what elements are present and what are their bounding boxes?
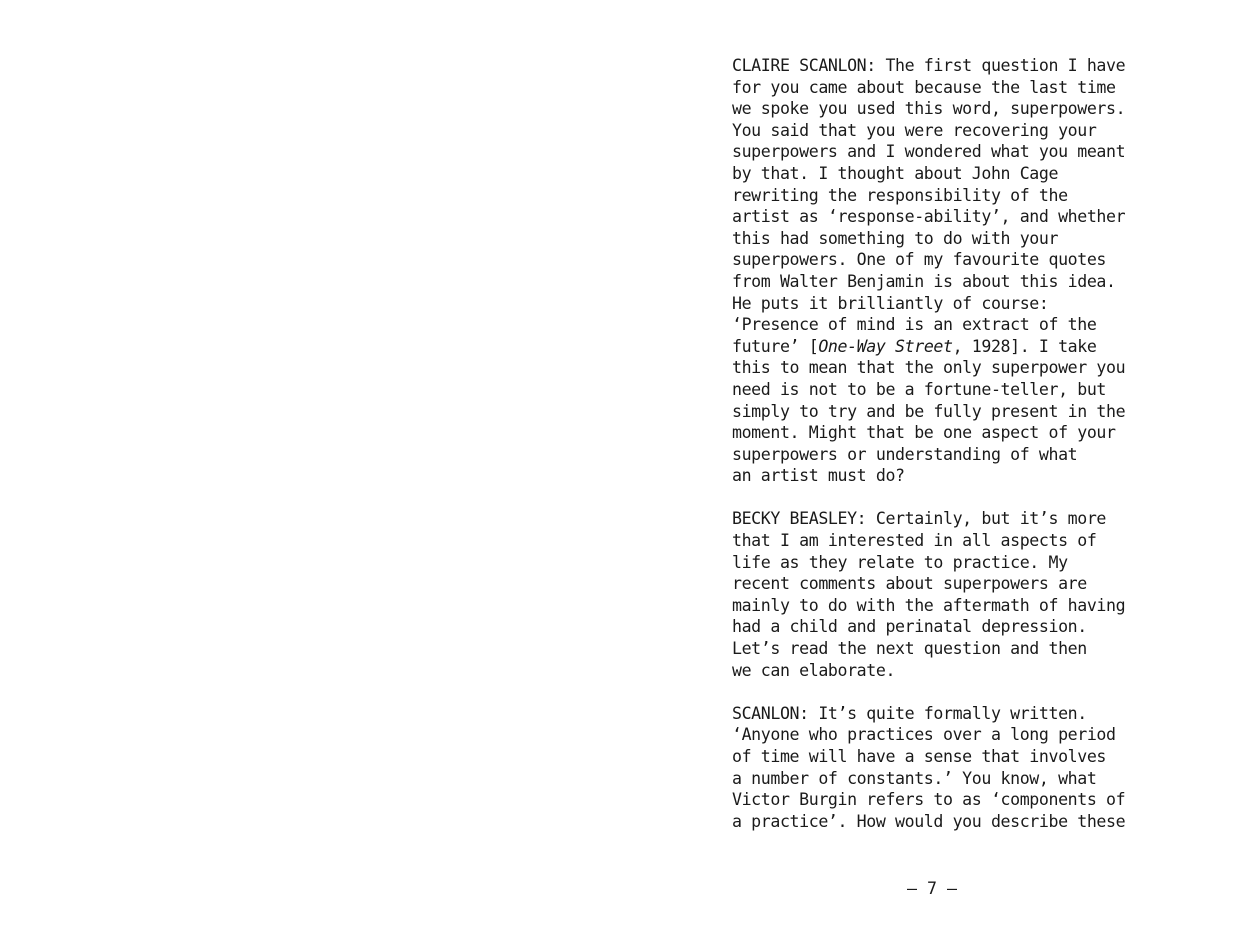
text-line: ‘Anyone who practices over a long period xyxy=(732,725,1116,745)
text-line: rewriting the responsibility of the xyxy=(732,185,1068,205)
text-line: we spoke you used this word, superpowers. xyxy=(732,99,1126,119)
text-line: simply to try and be fully present in the xyxy=(732,401,1126,421)
text-line: for you came about because the last time xyxy=(732,77,1116,97)
paragraph-gap xyxy=(732,681,1172,703)
text-line: You said that you were recovering your xyxy=(732,120,1097,140)
text-line: mainly to do with the aftermath of having xyxy=(732,595,1126,615)
page-number: — 7 — xyxy=(907,879,957,898)
text-line: Victor Burgin refers to as ‘components of xyxy=(732,790,1126,810)
interview-text xyxy=(732,55,1172,832)
text-line: Let’s read the next question and then xyxy=(732,639,1087,659)
text-line: BECKY BEASLEY: Certainly, but it’s more xyxy=(732,509,1107,529)
text-line: moment. Might that be one aspect of your xyxy=(732,423,1116,443)
text-fragment: , 1928]. I take xyxy=(952,336,1097,356)
text-line: that I am interested in all aspects of xyxy=(732,531,1097,551)
paragraph-scanlon-question xyxy=(732,703,1172,833)
text-line: SCANLON: It’s quite formally written. xyxy=(732,703,1087,723)
right-page xyxy=(620,0,1240,933)
text-line: ‘Presence of mind is an extract of the xyxy=(732,315,1097,335)
text-line: of time will have a sense that involves xyxy=(732,747,1107,766)
text-line: by that. I thought about John Cage xyxy=(732,163,1059,183)
text-line: superpowers or understanding of what xyxy=(732,444,1078,464)
paragraph-gap xyxy=(732,487,1172,509)
paragraph-becky-beasley-answer xyxy=(732,508,1172,681)
text-line: from Walter Benjamin is about this idea. xyxy=(732,271,1116,291)
text-line: recent comments about superpowers are xyxy=(732,574,1087,594)
text-line: superpowers. One of my favourite quotes xyxy=(732,250,1107,270)
text-line: had a child and perinatal depression. xyxy=(732,617,1087,637)
text-line: life as they relate to practice. My xyxy=(732,552,1068,572)
text-line: CLAIRE SCANLON: The first question I have xyxy=(732,56,1126,75)
text-line: need is not to be a fortune-teller, but xyxy=(732,379,1107,399)
text-line: an artist must do? xyxy=(732,466,905,486)
text-line: a number of constants.’ You know, what xyxy=(732,768,1097,788)
text-fragment: future’ [ xyxy=(732,336,819,356)
paragraph-claire-scanlon-question xyxy=(732,55,1172,487)
text-line-with-italic-title xyxy=(732,336,1172,358)
text-line: this to mean that the only superpower you xyxy=(732,358,1126,378)
text-line: we can elaborate. xyxy=(732,660,896,680)
text-line: He puts it brilliantly of course: xyxy=(732,293,1049,313)
italic-book-title: One-Way Street xyxy=(818,336,953,356)
text-line: this had something to do with your xyxy=(732,228,1059,248)
text-line: a practice’. How would you describe these xyxy=(732,811,1126,831)
text-line: artist as ‘response-ability’, and whether xyxy=(732,207,1126,227)
text-line: superpowers and I wondered what you meant xyxy=(732,142,1126,162)
